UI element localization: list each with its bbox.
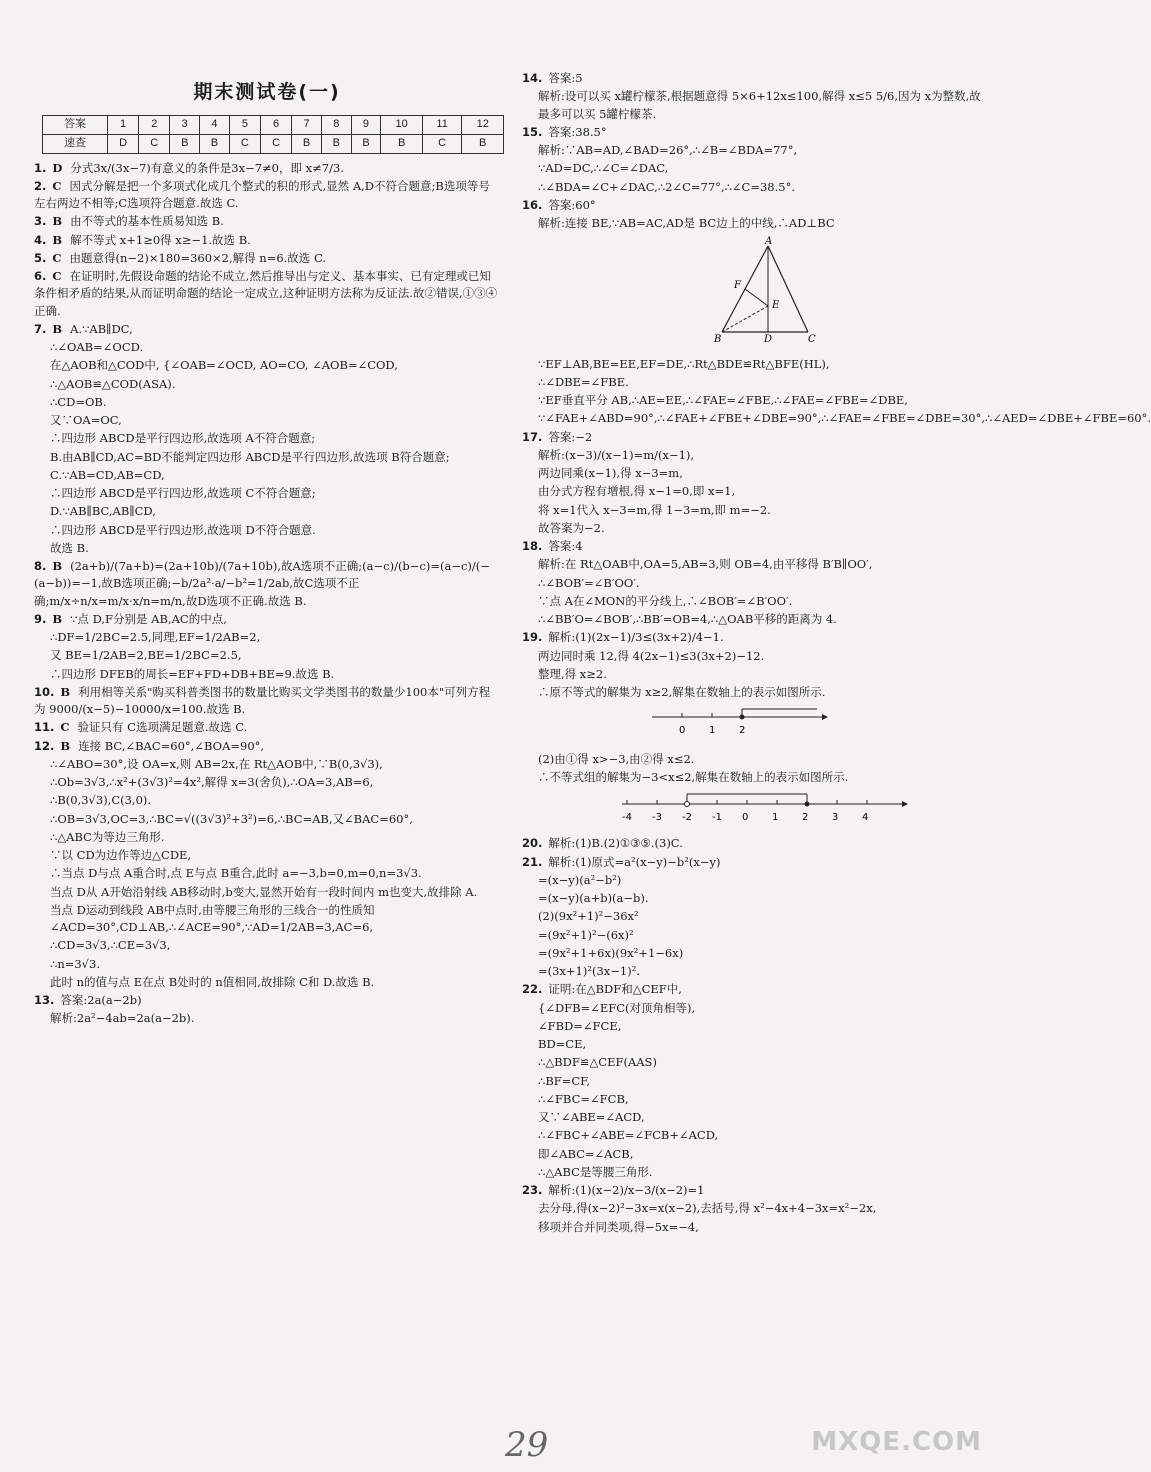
solution-text: ∴不等式组的解集为−3<x≤2,解集在数轴上的表示如图所示.	[538, 769, 849, 784]
solution-text: 答案:−2	[548, 429, 593, 444]
solution-line	[522, 854, 982, 871]
solution-line	[50, 974, 500, 991]
solution-line	[522, 629, 982, 646]
solution-line	[538, 963, 982, 980]
solution-text: 整理,得 x≥2.	[538, 666, 607, 681]
solution-text: 此时 n的值与点 E在点 B处时的 n值相同,故排除 C和 D.故选 B.	[50, 974, 375, 989]
solution-text: 又∵∠ABE=∠ACD,	[538, 1110, 645, 1124]
table-cell: 7	[292, 115, 322, 134]
solution-line	[50, 956, 500, 973]
solution-line	[50, 1010, 500, 1027]
solution-text: ∴∠ABO=30°,设 OA=x,则 AB=2x,在 Rt△AOB中,∵B(0,3√3),	[50, 756, 383, 771]
solution-line	[34, 268, 500, 320]
solution-text: 又 BE=1/2AB=2,BE=1/2BC=2.5,	[50, 648, 242, 663]
solution-line	[538, 556, 982, 573]
solution-line	[538, 908, 982, 925]
solution-line	[50, 937, 500, 954]
answer-letter: B	[52, 611, 63, 626]
answer-letter: C	[52, 269, 62, 283]
solution-line: ∴∠DBE=∠FBE.	[538, 374, 629, 389]
solution-text: 解析:(x−3)/(x−1)=m/(x−1),	[538, 447, 695, 462]
answer-letter: B	[60, 684, 71, 699]
solution-text: ∵以 CD为边作等边△CDE,	[50, 848, 192, 862]
solution-text: BD=CE,	[538, 1037, 587, 1051]
watermark: MXQE.COM	[811, 1427, 982, 1457]
table-cell: B	[170, 134, 200, 153]
solution-text: 连接 BC,∠BAC=60°,∠BOA=90°,	[78, 738, 265, 753]
solution-text: 答案:4	[548, 539, 583, 553]
solution-text: ∵点 D,F分别是 AB,AC的中点,	[70, 611, 227, 626]
right-column	[522, 70, 1151, 1237]
solution-text: 由题意得(n−2)×180=360×2,解得 n=6.故选 C.	[69, 250, 327, 265]
question-number: 10.	[34, 684, 55, 699]
solution-line	[538, 593, 982, 610]
solution-line	[34, 684, 500, 719]
label-e: E	[772, 300, 780, 312]
solution-text: 分式3x/(3x−7)有意义的条件是3x−7≠0，即 x≠7/3.	[70, 160, 344, 175]
solution-text: 答案:2a(a−2b)	[60, 993, 142, 1007]
solution-line	[522, 124, 982, 141]
table-cell: 6	[261, 115, 292, 134]
number-line-figure-2	[612, 790, 912, 826]
solution-line	[538, 1054, 982, 1071]
solution-line: 故选 B.	[50, 540, 89, 555]
question-number: 15.	[522, 124, 543, 139]
table-cell: 1	[108, 115, 139, 134]
solution-text: =(9x²+1)²−(6x)²	[538, 927, 634, 942]
solution-line	[522, 1182, 982, 1199]
solution-line: ∴△AOB≌△COD(ASA).	[50, 376, 176, 391]
right-solution-lines	[522, 356, 1151, 428]
solution-line	[34, 178, 500, 213]
solution-line	[538, 1146, 982, 1163]
solution-text: ∴BF=CF,	[538, 1073, 591, 1088]
solution-line	[538, 684, 982, 701]
question-number: 17.	[522, 429, 543, 444]
solution-line	[34, 213, 500, 230]
solution-text: ∴当点 D与点 A重合时,点 E与点 B重合,此时 a=−3,b=0,m=0,n=3√3.	[50, 866, 422, 881]
solution-line	[522, 538, 982, 555]
solution-line	[34, 558, 500, 610]
solution-line	[538, 447, 982, 464]
solution-line	[522, 429, 982, 446]
solution-line	[538, 520, 982, 537]
solution-line	[34, 250, 500, 267]
solution-text: 解析:(1)(2x−1)/3≤(3x+2)/4−1.	[548, 630, 724, 645]
answer-letter: B	[52, 559, 63, 573]
solution-text: =(x−y)(a²−b²)	[538, 872, 622, 887]
solution-text: ∠FBD=∠FCE,	[538, 1018, 622, 1033]
solution-line	[50, 774, 500, 791]
solution-line	[538, 1036, 982, 1053]
question-number: 11.	[34, 720, 55, 735]
solution-line: ∴四边形 ABCD是平行四边形,故选项 D不符合题意.	[50, 522, 316, 537]
solution-line	[538, 890, 982, 907]
solution-line	[50, 756, 500, 773]
solution-text: ∴∠FBC=∠FCB,	[538, 1091, 629, 1106]
label-a: A	[765, 236, 773, 248]
left-solution-lines	[34, 339, 500, 557]
solution-text: ∴OB=3√3,OC=3,∴BC=√((3√3)²+3²)=6,∴BC=AB,又∠BAC=60°,	[50, 811, 413, 826]
tick-label: 2	[739, 725, 746, 737]
question-number: 19.	[522, 630, 543, 645]
number-line-figure-1	[642, 705, 832, 741]
table-cell: C	[139, 134, 170, 153]
question-number: 3.	[34, 214, 47, 229]
left-solutions	[34, 160, 500, 339]
table-cell: 3	[170, 115, 200, 134]
triangle-figure	[712, 236, 832, 346]
left-column	[34, 78, 500, 1029]
solution-line: ∴四边形 ABCD是平行四边形,故选项 C不符合题意;	[50, 486, 316, 500]
solution-text: ∴B(0,3√3),C(3,0).	[50, 793, 152, 808]
question-number: 4.	[34, 232, 47, 247]
answer-letter: C	[60, 720, 70, 735]
solution-text: 答案:5	[548, 71, 583, 85]
solution-text: 由分式方程有增根,得 x−1=0,即 x=1,	[538, 484, 736, 499]
question-number: 7.	[34, 321, 47, 336]
solution-text: 由不等式的基本性质易知选 B.	[70, 214, 224, 229]
solution-text: =(9x²+1+6x)(9x²+1−6x)	[538, 945, 684, 960]
solution-line: C.∵AB=CD,AB=CD,	[50, 467, 165, 482]
solution-line	[538, 483, 982, 500]
answer-table-row-label: 答案	[43, 115, 108, 134]
solution-text: 解析:2a²−4ab=2a(a−2b).	[50, 1011, 195, 1026]
table-cell: B	[292, 134, 322, 153]
solution-line	[50, 829, 500, 846]
right-solutions	[522, 70, 982, 232]
solution-text: 解析:连接 BE,∵AB=AC,AD是 BC边上的中线,∴AD⊥BC	[538, 216, 835, 230]
question-number: 12.	[34, 738, 55, 753]
number-line-1	[642, 705, 982, 746]
solution-line: ∴CD=OB.	[50, 394, 107, 409]
solution-text: 解析:(1)原式=a²(x−y)−b²(x−y)	[548, 854, 721, 869]
solution-text: ∴∠FBC+∠ABE=∠FCB+∠ACD,	[538, 1128, 719, 1143]
page-number: 29	[505, 1425, 549, 1465]
question-number: 20.	[522, 836, 543, 851]
tick-label: 1	[709, 725, 716, 737]
solution-text: ∴△ABC是等腰三角形.	[538, 1164, 653, 1179]
solution-text: 即∠ABC=∠ACB,	[538, 1146, 634, 1161]
question-number: 5.	[34, 250, 47, 265]
solution-line	[538, 751, 982, 768]
solution-line	[50, 902, 500, 937]
solution-text: ∵点 A在∠MON的平分线上,∴∠BOB′=∠B′OO′.	[538, 593, 793, 608]
solution-text: 验证只有 C选项满足题意.故选 C.	[77, 720, 248, 735]
question-number: 22.	[522, 982, 543, 997]
table-cell: C	[229, 134, 260, 153]
solution-line	[522, 197, 982, 214]
answer-table-number-row	[43, 115, 504, 134]
table-cell: 11	[422, 115, 462, 134]
solution-line	[50, 647, 500, 664]
solution-text: 移项并合并同类项,得−5x=−4,	[538, 1219, 699, 1234]
solution-line	[522, 835, 982, 852]
solution-line	[538, 1164, 982, 1181]
table-cell: B	[351, 134, 381, 153]
solution-line	[522, 70, 982, 87]
solution-text: 解析:在 Rt△OAB中,OA=5,AB=3,则 OB=4,由平移得 B′B∥OO′,	[538, 557, 873, 572]
right-solutions-3	[522, 751, 982, 787]
answer-letter: B	[52, 214, 63, 229]
question-number: 21.	[522, 854, 543, 869]
solution-text: A.∵AB∥DC,	[70, 321, 133, 336]
question-number: 13.	[34, 993, 55, 1007]
solution-text: 当点 D从 A开始沿射线 AB移动时,b变大,显然开始有一段时间内 m也变大,故排除 A.	[50, 884, 478, 899]
answer-letter: B	[52, 232, 63, 247]
question-number: 8.	[34, 559, 47, 573]
label-c: C	[808, 334, 816, 346]
solution-line	[538, 611, 982, 628]
solution-text: ∴CD=3√3,∴CE=3√3,	[50, 938, 171, 953]
solution-line: D.∵AB∥BC,AB∥CD,	[50, 504, 156, 519]
table-cell: 9	[351, 115, 381, 134]
table-cell: B	[381, 134, 423, 153]
solution-line	[538, 927, 982, 944]
solution-text: 解析:∵AB=AD,∠BAD=26°,∴∠B=∠BDA=77°,	[538, 143, 798, 157]
label-b: B	[714, 334, 722, 346]
solution-line	[538, 502, 982, 519]
answer-letter: C	[52, 178, 62, 193]
question-number: 1.	[34, 160, 47, 175]
solution-text: 去分母,得(x−2)²−3x=x(x−2),去括号,得 x²−4x+4−3x=x²−2x,	[538, 1201, 877, 1216]
tick-label: -4	[622, 812, 632, 823]
solution-line	[538, 1018, 982, 1035]
solution-text: {∠DFB=∠EFC(对顶角相等),	[538, 1000, 696, 1015]
table-cell: C	[422, 134, 462, 153]
solution-line	[538, 1127, 982, 1144]
solution-line	[538, 1219, 982, 1236]
triangle-diagram	[712, 236, 982, 351]
tick-label: -3	[652, 812, 662, 823]
solution-text: 两边同时乘 12,得 4(2x−1)≤3(3x+2)−12.	[538, 648, 765, 663]
tick-label: 0	[742, 812, 749, 823]
solution-line	[50, 792, 500, 809]
solution-line	[522, 981, 982, 998]
solution-text: 解析:(1)B.(2)①③⑤.(3)C.	[548, 836, 683, 851]
solution-text: 因式分解是把一个多项式化成几个整式的积的形式,显然 A,D不符合题意;B选项等号左右两边不相等;C选项符合题意.故选 C.	[34, 178, 490, 210]
solution-line: 又∵OA=OC,	[50, 413, 122, 427]
solution-line	[34, 992, 500, 1009]
table-cell: C	[261, 134, 292, 153]
solution-line	[538, 769, 982, 786]
solution-line: 在△AOB和△COD中, {∠OAB=∠OCD, AO=CO, ∠AOB=∠COD,	[50, 358, 398, 373]
solution-text: ∴n=3√3.	[50, 956, 100, 971]
table-cell: 4	[200, 115, 230, 134]
solution-text: ∴Ob=3√3,∴x²+(3√3)²=4x²,解得 x=3(舍负),∴OA=3,AB=6,	[50, 775, 374, 789]
solution-line	[538, 215, 982, 232]
question-number: 23.	[522, 1183, 543, 1197]
solution-text: 当点 D运动到线段 AB中点时,由等腰三角形的三线合一的性质知∠ACD=30°,CD⊥AB,∴∠ACE=90°,∵AD=1/2AB=3,AC=6,	[50, 902, 375, 934]
solution-line	[34, 321, 500, 338]
solution-line	[538, 1200, 982, 1217]
answer-table-answer-row	[43, 134, 504, 153]
table-cell: B	[462, 134, 504, 153]
answer-letter: B	[52, 321, 63, 336]
table-cell: 8	[321, 115, 351, 134]
right-solutions-2	[522, 429, 982, 702]
question-number: 16.	[522, 197, 543, 212]
answer-table-row-label: 速查	[43, 134, 108, 153]
solution-line: ∴四边形 ABCD是平行四边形,故选项 A不符合题意;	[50, 431, 316, 446]
solution-line	[538, 142, 982, 159]
solution-line	[538, 1000, 982, 1017]
label-d: D	[764, 334, 773, 346]
solution-text: 在证明时,先假设命题的结论不成立,然后推导出与定义、基本事实、已有定理或已知条件相矛盾的结果,从而证明命题的结论一定成立,这种证明方法称为反证法.故②错误,①③④正确.	[34, 269, 498, 318]
tick-label: 2	[802, 812, 809, 823]
solution-line	[538, 666, 982, 683]
solution-text: 解析:(1)(x−2)/x−3/(x−2)=1	[548, 1183, 705, 1197]
solution-line	[538, 1091, 982, 1108]
table-cell: 12	[462, 115, 504, 134]
solution-line	[34, 232, 500, 249]
solution-text: =(3x+1)²(3x−1)².	[538, 964, 640, 978]
solution-line	[34, 611, 500, 628]
table-cell: B	[200, 134, 230, 153]
solution-text: ∴∠BB′O=∠BOB′,∴BB′=OB=4,∴△OAB平移的距离为 4.	[538, 612, 837, 626]
solution-text: ∴∠BOB′=∠B′OO′.	[538, 575, 640, 590]
solution-text: ∴DF=1/2BC=2.5,同理,EF=1/2AB=2,	[50, 630, 261, 644]
solution-line	[538, 179, 982, 196]
solution-line: ∵EF垂直平分 AB,∴AE=EE,∴∠FAE=∠FBE,∴∠FAE=∠FBE=∠DBE,	[538, 393, 908, 407]
solution-line	[538, 575, 982, 592]
solution-text: ∴原不等式的解集为 x≥2,解集在数轴上的表示如图所示.	[538, 685, 826, 699]
solution-line	[34, 738, 500, 755]
answer-letter: D	[52, 160, 63, 175]
solution-text: ∴四边形 DFEB的周长=EF+FD+DB+BE=9.故选 B.	[50, 666, 335, 681]
solution-line	[538, 1073, 982, 1090]
tick-label: -1	[712, 812, 722, 823]
solution-line	[50, 666, 500, 683]
solution-line	[34, 160, 500, 177]
solution-text: 解析:设可以买 x罐柠檬茶,根据题意得 5×6+12x≤100,解得 x≤5 5/6,因为 x为整数,故最多可以买 5罐柠檬茶.	[538, 89, 981, 121]
solution-line	[538, 88, 982, 123]
tick-label: 1	[772, 812, 779, 823]
solution-text: 答案:38.5°	[548, 124, 607, 139]
solution-text: (2)由①得 x>−3,由②得 x≤2.	[538, 751, 695, 766]
table-cell: 5	[229, 115, 260, 134]
solution-text: (2)(9x²+1)²−36x²	[538, 909, 639, 924]
solution-line	[538, 648, 982, 665]
table-cell: 2	[139, 115, 170, 134]
solution-text: ∴△ABC为等边三角形.	[50, 829, 165, 844]
solution-line	[50, 629, 500, 646]
tick-label: 3	[832, 812, 839, 823]
solution-line	[50, 811, 500, 828]
page-title: 期末测试卷(一)	[193, 81, 341, 103]
solution-line	[538, 872, 982, 889]
number-line-2	[612, 790, 982, 831]
answer-letter: B	[60, 738, 71, 753]
solution-line	[50, 847, 500, 864]
solution-line	[538, 945, 982, 962]
table-cell: 10	[381, 115, 423, 134]
table-cell: B	[321, 134, 351, 153]
question-number: 2.	[34, 178, 47, 193]
table-cell: D	[108, 134, 139, 153]
solution-text: 答案:60°	[548, 197, 596, 212]
question-number: 14.	[522, 71, 543, 85]
solution-line	[538, 1109, 982, 1126]
solution-line: B.由AB∥CD,AC=BD不能判定四边形 ABCD是平行四边形,故选项 B符合题意;	[50, 449, 450, 464]
label-f: F	[734, 280, 741, 292]
tick-label: 4	[862, 812, 869, 823]
solution-text: 将 x=1代入 x−3=m,得 1−3=m,即 m=−2.	[538, 502, 771, 517]
solution-text: ∴△BDF≌△CEF(AAS)	[538, 1055, 657, 1070]
solution-line	[34, 719, 500, 736]
solution-text: 利用相等关系"购买科普类图书的数量比购买文学类图书的数量少100本"可列方程为 9000/(x−5)−10000/x=100.故选 B.	[34, 684, 491, 716]
right-solutions-4	[522, 835, 982, 1236]
solution-line: ∵∠FAE+∠ABD=90°,∴∠FAE+∠FBE+∠DBE=90°,∴∠FAE=∠FBE=∠DBE=30°,∴∠AED=∠DBE+∠FBE=60°.	[538, 411, 1151, 426]
question-number: 9.	[34, 611, 47, 626]
tick-label: 0	[679, 725, 686, 737]
solution-text: ∵AD=DC,∴∠C=∠DAC,	[538, 161, 669, 176]
solution-text: 证明:在△BDF和△CEF中,	[548, 982, 682, 997]
question-number: 6.	[34, 269, 47, 283]
solution-line	[538, 160, 982, 177]
tick-label: -2	[682, 812, 692, 823]
answer-table	[42, 115, 504, 154]
solution-line: ∵EF⊥AB,BE=EE,EF=DE,∴Rt△BDE≌Rt△BFE(HL),	[538, 356, 830, 371]
solution-text: 解不等式 x+1≥0得 x≥−1.故选 B.	[70, 232, 251, 247]
solution-text: 故答案为−2.	[538, 520, 605, 535]
solution-line	[538, 465, 982, 482]
solution-line: ∴∠OAB=∠OCD.	[50, 340, 144, 354]
left-solutions-continued	[34, 558, 500, 1028]
answer-letter: C	[52, 250, 62, 265]
question-number: 18.	[522, 539, 543, 553]
solution-line	[50, 884, 500, 901]
solution-text: ∴∠BDA=∠C+∠DAC,∴2∠C=77°,∴∠C=38.5°.	[538, 179, 795, 194]
solution-text: (2a+b)/(7a+b)=(2a+10b)/(7a+10b),故A选项不正确;(a−c)/(b−c)=(a−c)/(−(a−b))=−1,故B选项正确;−b/2a²·a/−b²=1/2ab,故C选项不正确;m/x÷n/x=m/x·x/n=m/n,故D选项不正确.故选 B.	[34, 559, 490, 608]
solution-line	[50, 865, 500, 882]
solution-text: 两边同乘(x−1),得 x−3=m,	[538, 466, 683, 480]
solution-text: =(x−y)(a+b)(a−b).	[538, 891, 649, 905]
